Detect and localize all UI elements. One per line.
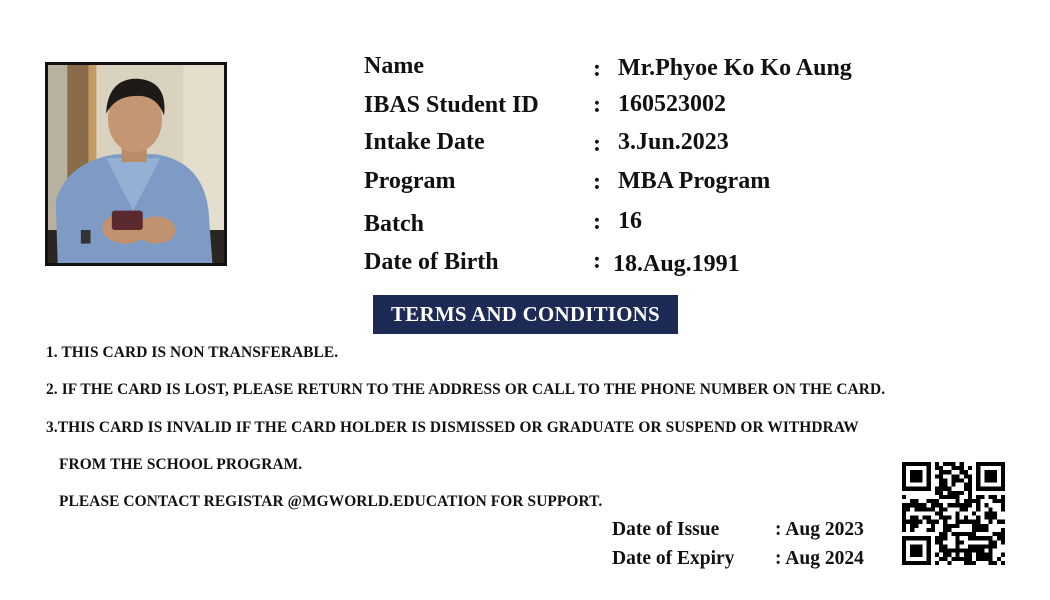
dob-label: Date of Birth — [364, 249, 499, 275]
program-value: MBA Program — [618, 168, 771, 194]
intake-date-label: Intake Date — [364, 129, 485, 155]
batch-colon: : — [593, 209, 601, 235]
batch-value: 16 — [618, 208, 642, 234]
qr-code-icon — [902, 462, 1005, 565]
student-id-label: IBAS Student ID — [364, 92, 539, 118]
intake-date-colon: : — [593, 131, 601, 157]
student-id-value: 160523002 — [618, 91, 726, 117]
program-colon: : — [593, 169, 601, 195]
batch-label: Batch — [364, 211, 424, 237]
expiry-date-value: : Aug 2024 — [775, 548, 864, 569]
term-item: 2. IF THE CARD IS LOST, PLEASE RETURN TO THE ADDRESS OR CALL TO THE PHONE NUMBER ON THE CARD. — [46, 381, 886, 398]
term-item: 1. THIS CARD IS NON TRANSFERABLE. — [46, 344, 339, 361]
dob-value: 18.Aug.1991 — [613, 251, 740, 277]
student-photo — [45, 62, 227, 266]
name-value: Mr.Phyoe Ko Ko Aung — [618, 55, 852, 81]
support-contact: PLEASE CONTACT REGISTAR @MGWORLD.EDUCATION FOR SUPPORT. — [59, 493, 603, 510]
name-colon: : — [593, 56, 601, 82]
issue-date-label: Date of Issue — [612, 519, 720, 540]
terms-title: TERMS AND CONDITIONS — [373, 295, 678, 334]
term-item: 3.THIS CARD IS INVALID IF THE CARD HOLDER IS DISMISSED OR GRADUATE OR SUSPEND OR WITHDRAW — [46, 419, 859, 436]
student-photo-image — [48, 65, 224, 263]
program-label: Program — [364, 168, 456, 194]
qr-code — [902, 462, 1005, 565]
expiry-date-label: Date of Expiry — [612, 548, 735, 569]
student-id-colon: : — [593, 92, 601, 118]
name-label: Name — [364, 53, 424, 79]
issue-date-value: : Aug 2023 — [775, 519, 864, 540]
dob-colon: : — [593, 248, 601, 274]
intake-date-value: 3.Jun.2023 — [618, 129, 729, 155]
term-item: FROM THE SCHOOL PROGRAM. — [59, 456, 303, 473]
